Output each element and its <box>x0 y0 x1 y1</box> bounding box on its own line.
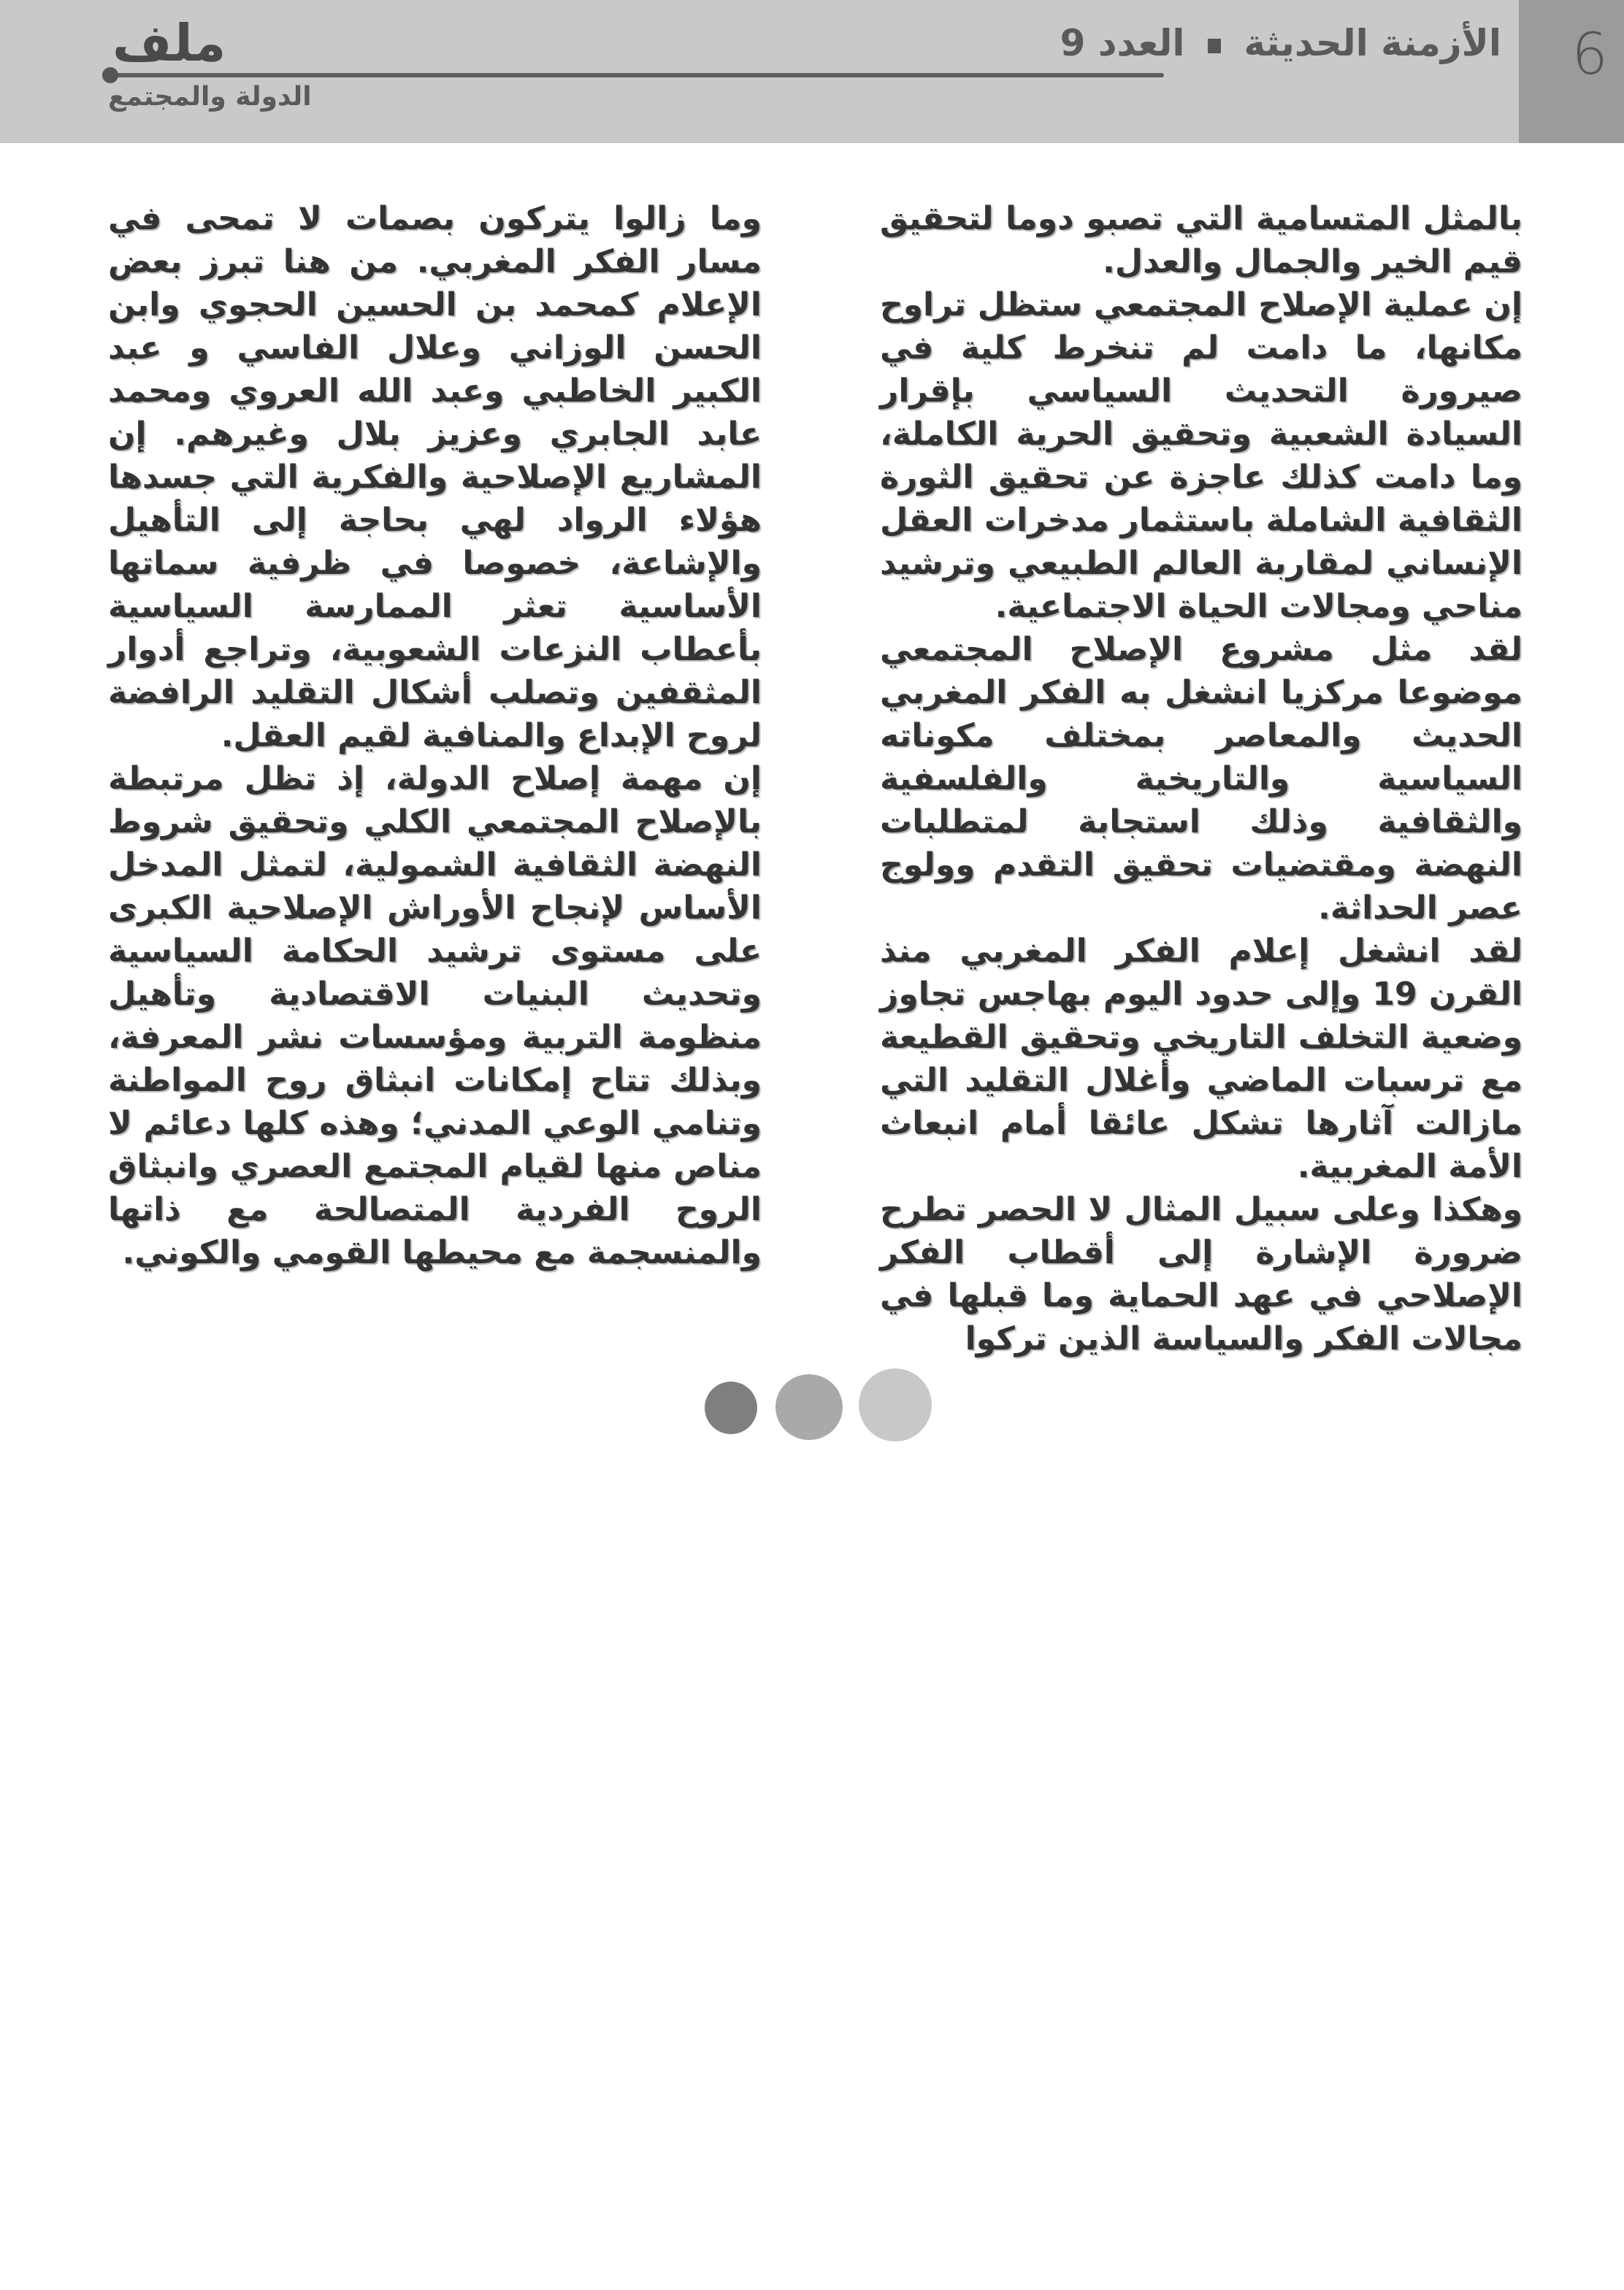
running-head <box>1060 22 1501 64</box>
paragraph: إن عملية الإصلاح المجتمعي ستظل تراوح مكانها، ما دامت لم تنخرط كلية في صيرورة التحديث السياسي بإقرار السيادة الشعبية وتحقيق الحرية الكاملة، وما دامت كذلك عاجزة عن تحقيق الثورة الثقافية الشاملة باستثمار مدخرات العقل الإنساني لمقاربة العالم الطبيعي وترشيد مناحي ومجالات الحياة الاجتماعية. <box>880 286 1522 625</box>
paragraph: وهكذا وعلى سبيل المثال لا الحصر تطرح ضرورة الإشارة إلى أقطاب الفكر الإصلاحي في عهد الحماية وما قبلها في مجالات الفكر والسياسة الذين تركوا <box>880 1191 1522 1357</box>
page-number-tab <box>1519 0 1624 143</box>
article-column-left <box>108 197 762 1274</box>
page-header <box>0 0 1624 143</box>
paragraph: إن مهمة إصلاح الدولة، إذ تظل مرتبطة بالإصلاح المجتمعي الكلي وتحقيق شروط النهضة الثقافية الشمولية، لتمثل المدخل الأساس لإنجاح الأوراش الإصلاحية الكبرى على مستوى ترشيد الحكامة السياسية وتحديث البنيات الاقتصادية وتأهيل منظومة التربية ومؤسسات نشر المعرفة، وبذلك تتاح إمكانات انبثاق روح المواطنة وتنامي الوعي المدني؛ وهذه كلها دعائم لا مناص منها لقيام المجتمع العصري وانبثاق الروح الفردية المتصالحة مع ذاتها والمنسجمة مع محيطها القومي والكوني. <box>108 760 762 1271</box>
circle-dark-icon <box>705 1382 757 1434</box>
page-number: 6 <box>1571 22 1608 88</box>
section-subtitle: الدولة والمجتمع <box>108 82 312 112</box>
circle-light-icon <box>859 1368 932 1441</box>
header-rule <box>114 73 1164 77</box>
article-column-right <box>880 197 1522 1360</box>
end-ornament <box>701 1366 935 1446</box>
square-bullet-icon <box>1208 39 1221 53</box>
paragraph: وما زالوا يتركون بصمات لا تمحى في مسار الفكر المغربي. من هنا تبرز بعض الإعلام كمحمد بن الحسين الحجوي وابن الحسن الوزاني وعلال الفاسي و عبد الكبير الخاطبي وعبد الله العروي ومحمد عابد الجابري وعزيز بلال وغيرهم. إن المشاريع الإصلاحية والفكرية التي جسدها هؤلاء الرواد لهي بحاجة إلى التأهيل والإشاعة، خصوصا في ظرفية سماتها الأساسية تعثر الممارسة السياسية بأعطاب النزعات الشعوبية، وتراجع أدوار المثقفين وتصلب أشكال التقليد الرافضة لروح الإبداع والمنافية لقيم العقل. <box>108 200 762 754</box>
section-title: ملف <box>112 13 226 73</box>
magazine-name: الأزمنة الحديثة <box>1244 22 1501 64</box>
circle-medium-icon <box>775 1374 843 1440</box>
paragraph: لقد انشغل إعلام الفكر المغربي منذ القرن 19 وإلى حدود اليوم بهاجس تجاوز وضعية التخلف التاريخي وتحقيق القطيعة مع ترسبات الماضي وأغلال التقليد التي مازالت آثارها تشكل عائقا أمام انبعاث الأمة المغربية. <box>880 933 1523 1185</box>
issue-number: العدد 9 <box>1060 22 1185 64</box>
paragraph: لقد مثل مشروع الإصلاح المجتمعي موضوعا مركزيا انشغل به الفكر المغربي الحديث والمعاصر بمختلف مكوناته السياسية والتاريخية والفلسفية والثقافية وذلك استجابة لمتطلبات النهضة ومقتضيات تحقيق التقدم وولوج عصر الحداثة. <box>880 631 1522 927</box>
paragraph: بالمثل المتسامية التي تصبو دوما لتحقيق قيم الخير والجمال والعدل. <box>880 200 1522 280</box>
